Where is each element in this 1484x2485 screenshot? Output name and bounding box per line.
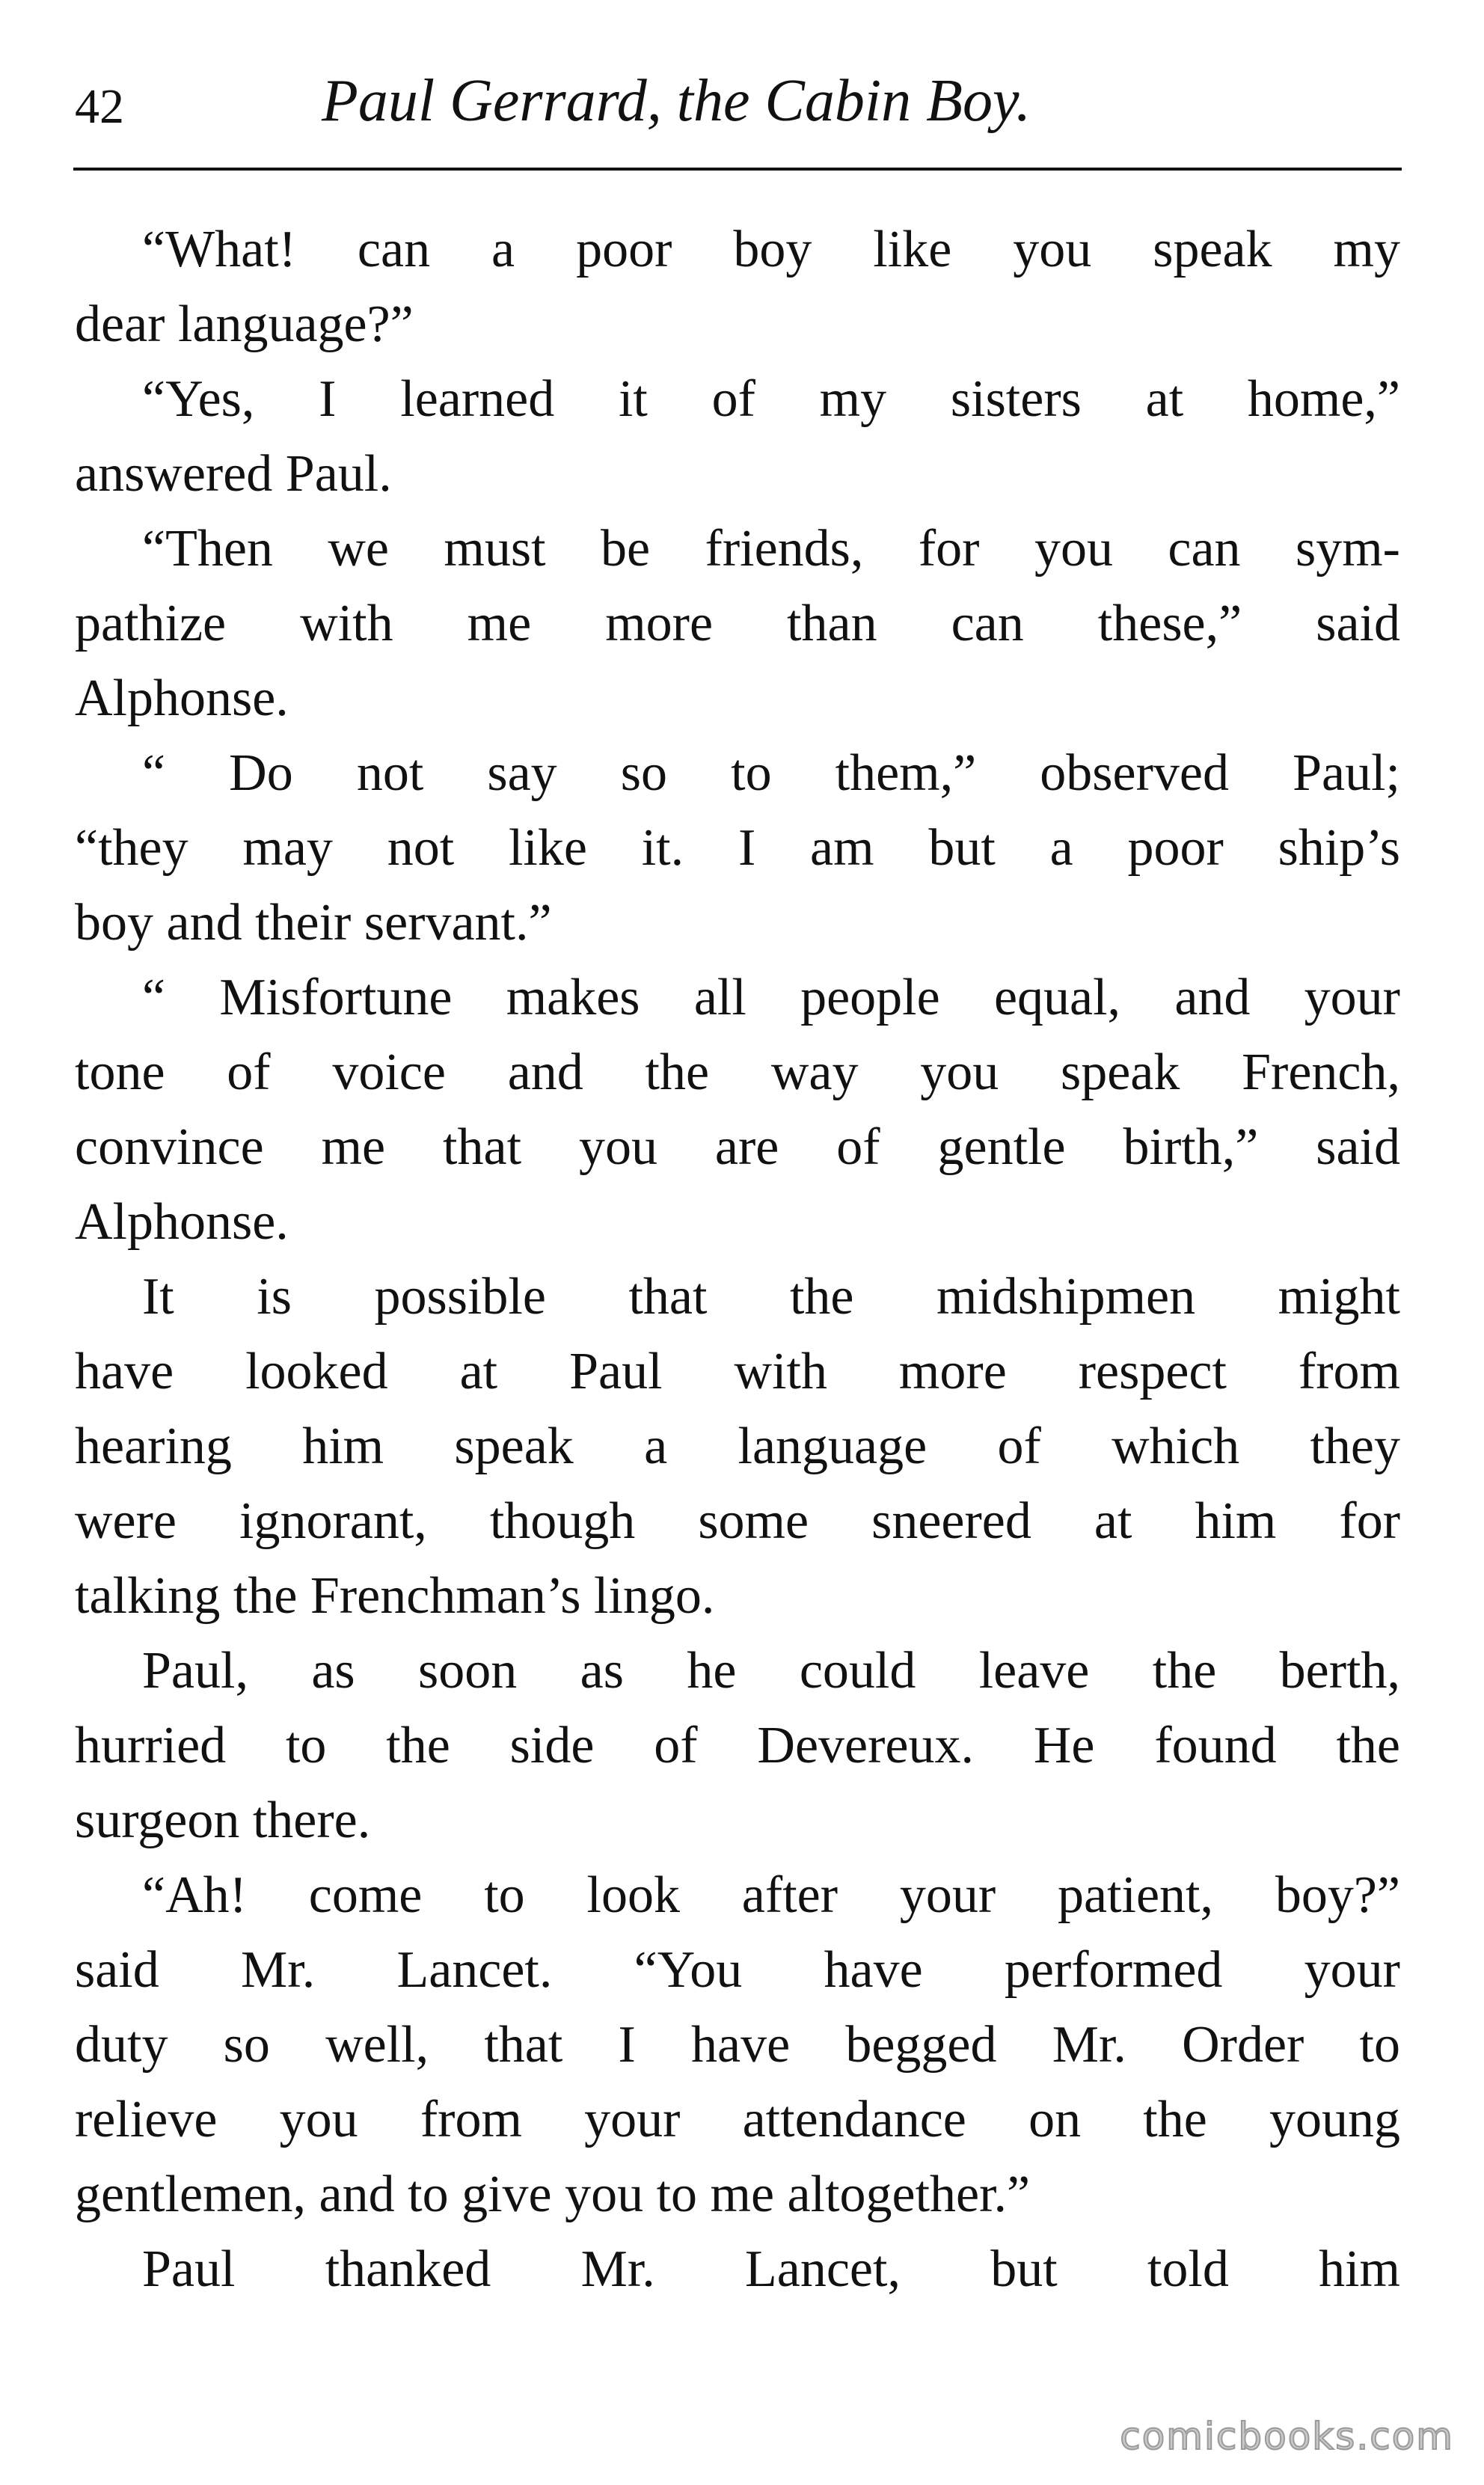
running-head	[75, 60, 1400, 157]
text-line: hearing him speak a language of which they	[75, 1418, 1400, 1475]
text-line: “they may not like it. I am but a poor ship’s	[75, 819, 1400, 877]
text-line: boy and their servant.”	[75, 894, 552, 952]
text-line: Paul, as soon as he could leave the berth,	[142, 1642, 1400, 1700]
text-line: duty so well, that I have begged Mr. Order to	[75, 2016, 1400, 2074]
text-line: surgeon there.	[75, 1792, 371, 1849]
text-line: convince me that you are of gentle birth,” said	[75, 1118, 1400, 1176]
page-number: 42	[75, 79, 124, 134]
body-text	[75, 212, 1400, 2307]
text-line: hurried to the side of Devereux. He found the	[75, 1717, 1400, 1774]
text-line: “What! can a poor boy like you speak my	[142, 221, 1400, 278]
text-line: have looked at Paul with more respect from	[75, 1343, 1400, 1400]
text-line: “ Misfortune makes all people equal, and your	[142, 969, 1400, 1026]
text-line: It is possible that the midshipmen might	[142, 1268, 1400, 1326]
text-line: “Then we must be friends, for you can sym-	[142, 520, 1400, 577]
text-line: relieve you from your attendance on the young	[75, 2091, 1400, 2148]
text-line: said Mr. Lancet. “You have performed your	[75, 1941, 1400, 1999]
text-line: pathize with me more than can these,” said	[75, 595, 1400, 652]
watermark: comicbooks.com	[1120, 2415, 1454, 2458]
header-rule	[73, 168, 1402, 171]
text-line: Alphonse.	[75, 1193, 289, 1251]
text-line: “Ah! come to look after your patient, boy?”	[142, 1866, 1400, 1924]
text-line: Paul thanked Mr. Lancet, but told him	[142, 2240, 1400, 2298]
text-line: talking the Frenchman’s lingo.	[75, 1567, 715, 1625]
text-line: “ Do not say so to them,” observed Paul;	[142, 744, 1400, 802]
text-line: dear language?”	[75, 295, 414, 353]
text-line: “Yes, I learned it of my sisters at home,”	[142, 370, 1400, 428]
running-title: Paul Gerrard, the Cabin Boy.	[322, 68, 1031, 134]
text-line: answered Paul.	[75, 445, 392, 503]
text-line: tone of voice and the way you speak French,	[75, 1044, 1400, 1101]
text-line: gentlemen, and to give you to me altogether.”	[75, 2166, 1031, 2223]
text-line: were ignorant, though some sneered at him for	[75, 1492, 1400, 1550]
text-line: Alphonse.	[75, 669, 289, 727]
